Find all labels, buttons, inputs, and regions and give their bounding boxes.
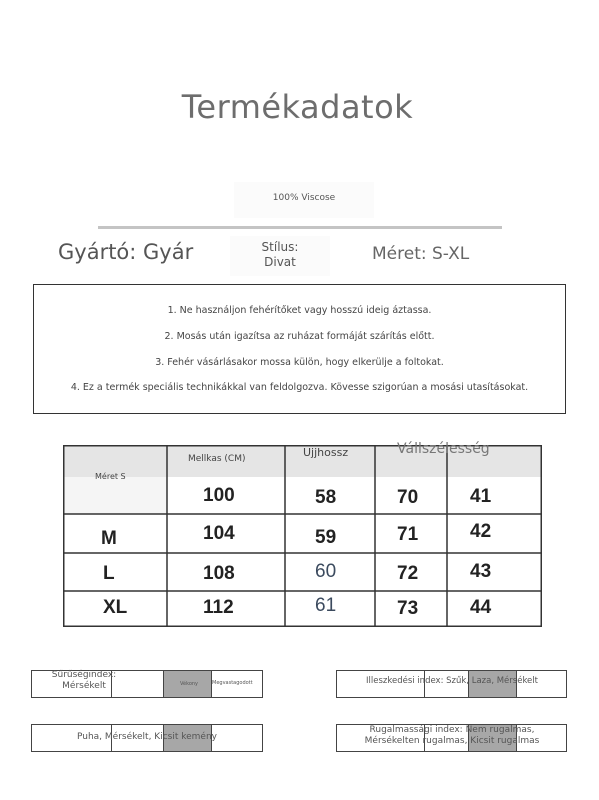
row3-extra: 43 bbox=[470, 561, 492, 582]
row2-shoulder: 71 bbox=[397, 524, 419, 545]
maker-label: Gyártó: Gyár bbox=[58, 240, 194, 264]
row2-extra: 42 bbox=[470, 521, 492, 542]
row1-sleeve: 58 bbox=[315, 487, 337, 508]
header-sleeve: Ujjhossz bbox=[303, 446, 349, 459]
row2-size: M bbox=[101, 528, 117, 549]
elasticity-label: Rugalmassági index: Nem rugalmas, Mérsékelten rugalmas, Kicsit rugalmas bbox=[364, 725, 540, 746]
care-line: 1. Ne használjon fehérítőket vagy hosszú ideig áztassa. bbox=[167, 305, 432, 316]
title-divider bbox=[98, 226, 502, 229]
care-line: 4. Ez a termék speciális technikákkal van feldolgozva. Kövesse szigorúan a mosási utasításokat. bbox=[70, 382, 529, 393]
care-line: 2. Mosás után igazítsa az ruházat formáját szárítás előtt. bbox=[164, 331, 435, 342]
row3-chest: 108 bbox=[203, 563, 235, 584]
row2-chest: 104 bbox=[203, 523, 235, 544]
row3-size: L bbox=[103, 563, 115, 584]
row4-size: XL bbox=[103, 597, 128, 618]
row4-extra: 44 bbox=[470, 597, 492, 618]
softness-label: Puha, Mérsékelt, Kicsit kemény bbox=[76, 732, 217, 742]
care-line: 3. Fehér vásárlásakor mossa külön, hogy elkerülje a foltokat. bbox=[155, 357, 444, 368]
row1-chest: 100 bbox=[203, 485, 235, 506]
density-label: Sűrűségindex: Mérsékelt bbox=[51, 670, 117, 691]
density-thin: Vékony bbox=[180, 681, 199, 687]
density-thick: Megvastagodott bbox=[212, 680, 253, 686]
row3-shoulder: 72 bbox=[397, 563, 419, 584]
style-label: Stílus: bbox=[261, 240, 299, 254]
style-info bbox=[230, 240, 330, 270]
fit-label: Illeszkedési index: Szűk, Laza, Mérsékelt bbox=[366, 676, 538, 686]
fabric-composition: 100% Viscose bbox=[272, 193, 336, 203]
row4-sleeve: 61 bbox=[315, 595, 337, 616]
row1-extra: 41 bbox=[470, 486, 492, 507]
style-value: Divat bbox=[264, 255, 296, 269]
header-size: Méret S bbox=[95, 472, 126, 481]
row1-shoulder: 70 bbox=[397, 487, 419, 508]
size-table bbox=[63, 441, 542, 627]
size-range: Méret: S-XL bbox=[372, 244, 470, 264]
care-instructions bbox=[33, 284, 566, 414]
header-chest: Mellkas (CM) bbox=[188, 454, 246, 464]
page-title: Termékadatok bbox=[181, 88, 414, 126]
row2-sleeve: 59 bbox=[315, 527, 337, 548]
header-shoulder: Vállszélesség bbox=[397, 441, 490, 457]
row4-chest: 112 bbox=[203, 597, 234, 618]
row4-shoulder: 73 bbox=[397, 598, 419, 619]
row3-sleeve: 60 bbox=[315, 561, 337, 582]
